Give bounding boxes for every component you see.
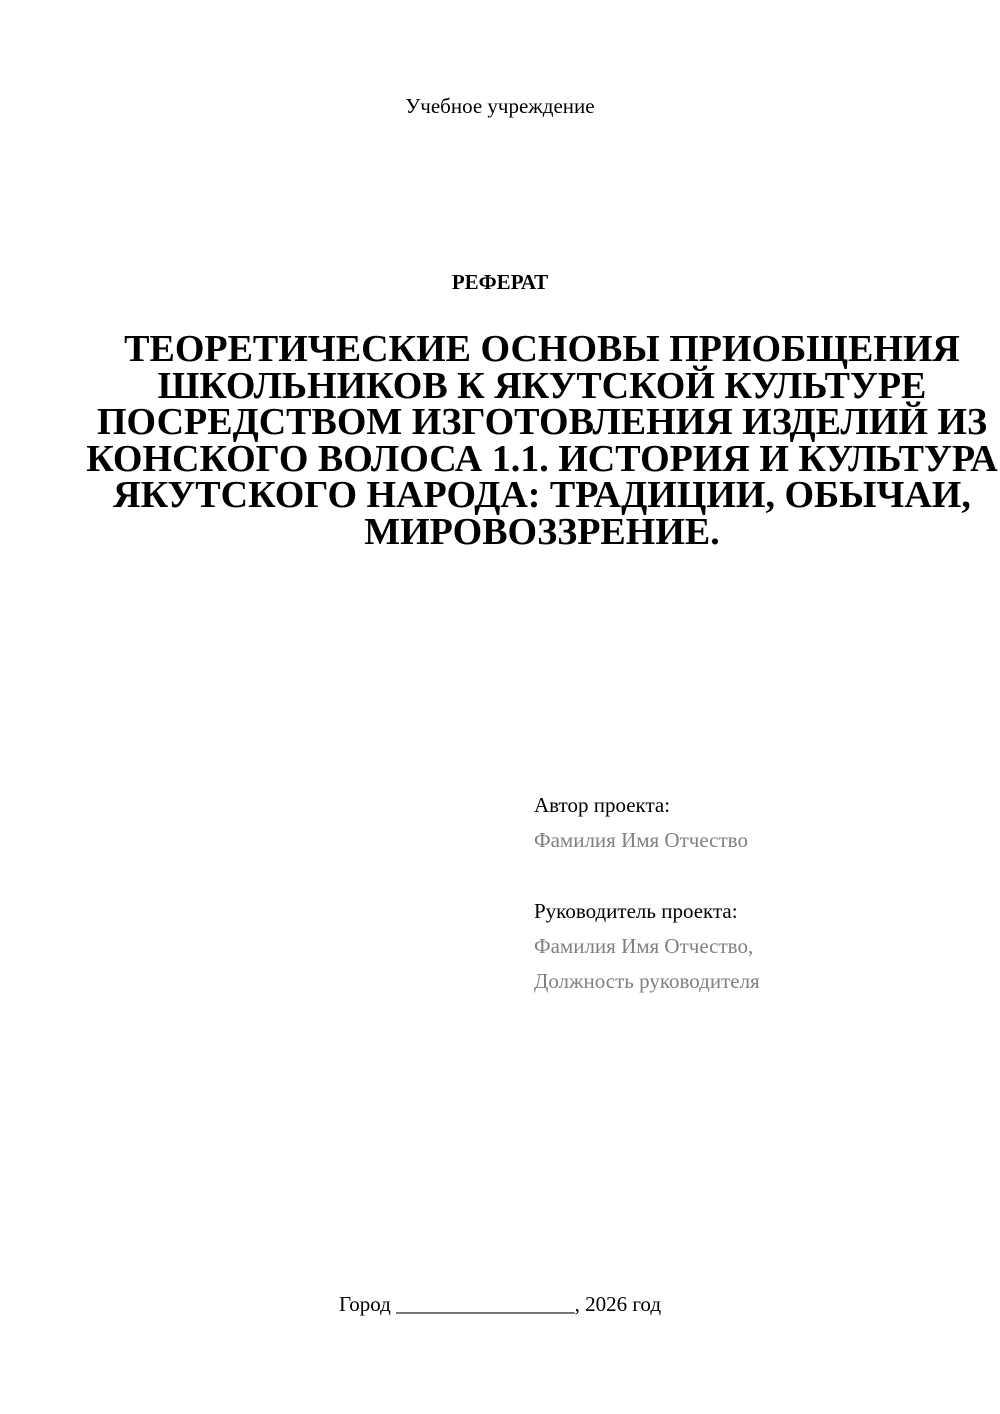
supervisor-label: Руководитель проекта: xyxy=(534,899,738,923)
supervisor-position: Должность руководителя xyxy=(534,969,760,993)
supervisor-name: Фамилия Имя Отчество, xyxy=(534,934,754,958)
author-name: Фамилия Имя Отчество xyxy=(534,828,748,852)
supervisor-block xyxy=(534,894,954,999)
document-title: ТЕОРЕТИЧЕСКИЕ ОСНОВЫ ПРИОБЩЕНИЯ ШКОЛЬНИКОВ К ЯКУТСКОЙ КУЛЬТУРЕ ПОСРЕДСТВОМ ИЗГОТОВЛЕНИЯ ИЗДЕЛИЙ ИЗ КОНСКОГО ВОЛОСА 1.1. ИСТОРИЯ И КУЛЬТУРА ЯКУТСКОГО НАРОДА: ТРАДИЦИИ, ОБЫЧАИ, МИРОВОЗЗРЕНИЕ. xyxy=(86,328,998,553)
author-label: Автор проекта: xyxy=(534,793,671,817)
document-type: РЕФЕРАТ xyxy=(451,270,549,294)
author-block xyxy=(534,788,954,858)
institution-name: Учебное учреждение xyxy=(405,94,595,118)
city-year-line: Город _________________, 2026 год xyxy=(338,1292,662,1316)
